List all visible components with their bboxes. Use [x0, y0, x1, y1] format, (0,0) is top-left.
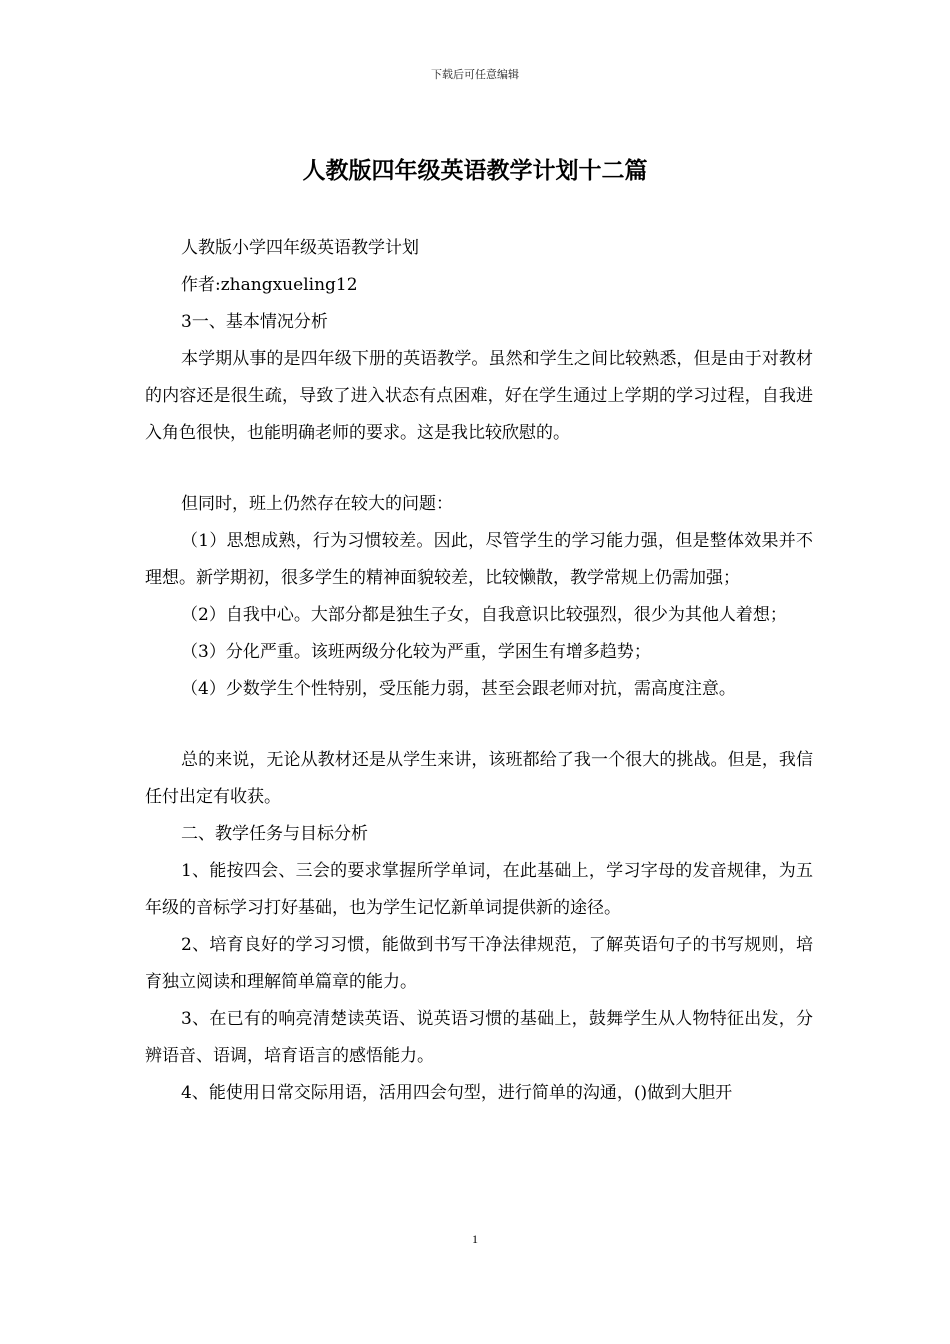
paragraph: 但同时，班上仍然存在较大的问题：: [181, 494, 453, 514]
section-heading-1: 3一、基本情况分析: [181, 312, 328, 332]
document-title: 人教版四年级英语教学计划十二篇: [302, 158, 648, 184]
paragraph: 总的来说，无论从教材还是从学生来讲，该班都给了我一个很大的挑战。但是，我信任付出定有收获。: [145, 750, 813, 807]
list-item: 2、培育良好的学习习惯，能做到书写干净法律规范，了解英语句子的书写规则，培育独立阅读和理解简单篇章的能力。: [145, 935, 813, 992]
list-item: 3、在已有的响亮清楚读英语、说英语习惯的基础上，鼓舞学生从人物特征出发，分辨语音、语调，培育语言的感悟能力。: [145, 1009, 813, 1066]
page-number: 1: [472, 1232, 478, 1246]
header-note: 下载后可任意编辑: [431, 68, 519, 81]
document-body: [145, 230, 813, 1112]
paragraph-subtitle: 人教版小学四年级英语教学计划: [181, 238, 419, 258]
list-item: （3）分化严重。该班两级分化较为严重，学困生有增多趋势；: [181, 642, 651, 662]
paragraph-author: 作者:zhangxueling12: [181, 275, 358, 295]
paragraph: 本学期从事的是四年级下册的英语教学。虽然和学生之间比较熟悉，但是由于对教材的内容还是很生疏，导致了进入状态有点困难，好在学生通过上学期的学习过程，自我进入角色很快，也能明确老师的要求。这是我比较欣慰的。: [145, 349, 813, 443]
list-item: 1、能按四会、三会的要求掌握所学单词，在此基础上，学习字母的发音规律，为五年级的音标学习打好基础，也为学生记忆新单词提供新的途径。: [145, 861, 813, 918]
list-item: （2）自我中心。大部分都是独生子女，自我意识比较强烈，很少为其他人着想；: [181, 605, 787, 625]
section-heading-2: 二、教学任务与目标分析: [181, 824, 368, 844]
list-item: （1）思想成熟，行为习惯较差。因此，尽管学生的学习能力强，但是整体效果并不理想。新学期初，很多学生的精神面貌较差，比较懒散，教学常规上仍需加强；: [145, 531, 813, 588]
list-item: （4）少数学生个性特别，受压能力弱，甚至会跟老师对抗，需高度注意。: [181, 679, 736, 699]
list-item: 4、能使用日常交际用语，活用四会句型，进行简单的沟通，()做到大胆开: [181, 1083, 733, 1103]
